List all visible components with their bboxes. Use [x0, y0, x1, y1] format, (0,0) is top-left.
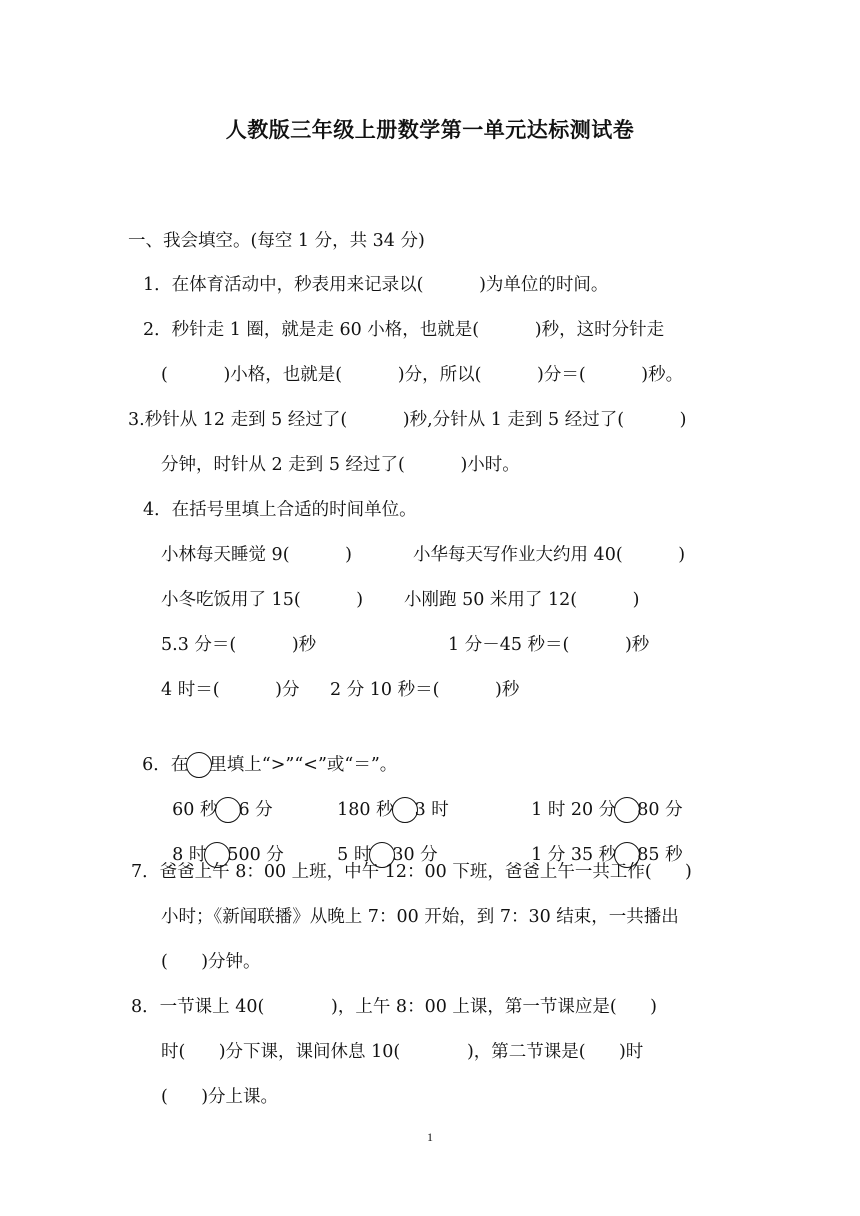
question-6-suffix: 里填上“>”“<”或“＝”。	[209, 755, 398, 775]
compare-right: 500 分	[227, 845, 284, 865]
compare-left: 1 时 20 分	[531, 800, 617, 820]
question-4-item: 小林每天睡觉 9( )	[161, 545, 352, 565]
question-2-line-1: 2．秒针走 1 圈，就是走 60 小格，也就是( )秒，这时分针走	[143, 320, 665, 340]
compare-left: 180 秒	[337, 800, 394, 820]
compare-right: 30 分	[392, 845, 438, 865]
question-8-line-1: 8．一节课上 40( )，上午 8：00 上课，第一节课应是( )	[131, 997, 657, 1017]
question-3-line-1: 3.秒针从 12 走到 5 经过了( )秒,分针从 1 走到 5 经过了( )	[128, 410, 687, 430]
compare-right: 85 秒	[637, 845, 683, 865]
question-4-item: 1 分－45 秒＝( )秒	[448, 635, 650, 655]
question-4-item: 小刚跑 50 米用了 12( )	[404, 590, 640, 610]
question-4-item: 2 分 10 秒＝( )秒	[330, 680, 520, 700]
compare-right: 3 时	[414, 800, 449, 820]
compare-left: 8 时	[172, 845, 207, 865]
question-4-item: 小华每天写作业大约用 40( )	[413, 545, 686, 565]
question-4-item: 4 时＝( )分	[161, 680, 300, 700]
compare-item	[326, 773, 449, 823]
compare-left: 5 时	[337, 845, 372, 865]
question-4-item: 小冬吃饭用了 15( )	[161, 590, 364, 610]
page-title: 人教版三年级上册数学第一单元达标测试卷	[225, 118, 635, 142]
question-8-line-3: ( )分上课。	[161, 1087, 279, 1107]
question-8-line-2: 时( )分下课，课间休息 10( )，第二节课是( )时	[161, 1042, 644, 1062]
question-4-item: 5.3 分＝( )秒	[161, 635, 317, 655]
compare-left: 60 秒	[172, 800, 218, 820]
page-number: 1	[427, 1130, 433, 1144]
question-7-line-3: ( )分钟。	[161, 952, 261, 972]
question-4-heading: 4．在括号里填上合适的时间单位。	[143, 500, 417, 520]
question-3-line-2: 分钟，时针从 2 走到 5 经过了( )小时。	[161, 455, 520, 475]
question-1: 1．在体育活动中，秒表用来记录以( )为单位的时间。	[143, 275, 609, 295]
question-6-prefix: 6．在	[142, 755, 189, 775]
question-7-line-1: 7．爸爸上午 8：00 上班，中午 12：00 下班，爸爸上午一共工作( )	[131, 862, 692, 882]
compare-item	[161, 773, 273, 823]
compare-left: 1 分 35 秒	[531, 845, 617, 865]
question-7-line-2: 小时；《新闻联播》从晚上 7：00 开始，到 7：30 结束，一共播出	[161, 907, 679, 927]
compare-right: 80 分	[637, 800, 683, 820]
compare-item	[520, 773, 683, 823]
question-6-heading	[131, 728, 397, 778]
compare-right: 6 分	[238, 800, 273, 820]
question-2-line-2: ( )小格，也就是( )分，所以( )分＝( )秒。	[161, 365, 684, 385]
section-heading: 一、我会填空。(每空 1 分，共 34 分)	[128, 231, 425, 251]
